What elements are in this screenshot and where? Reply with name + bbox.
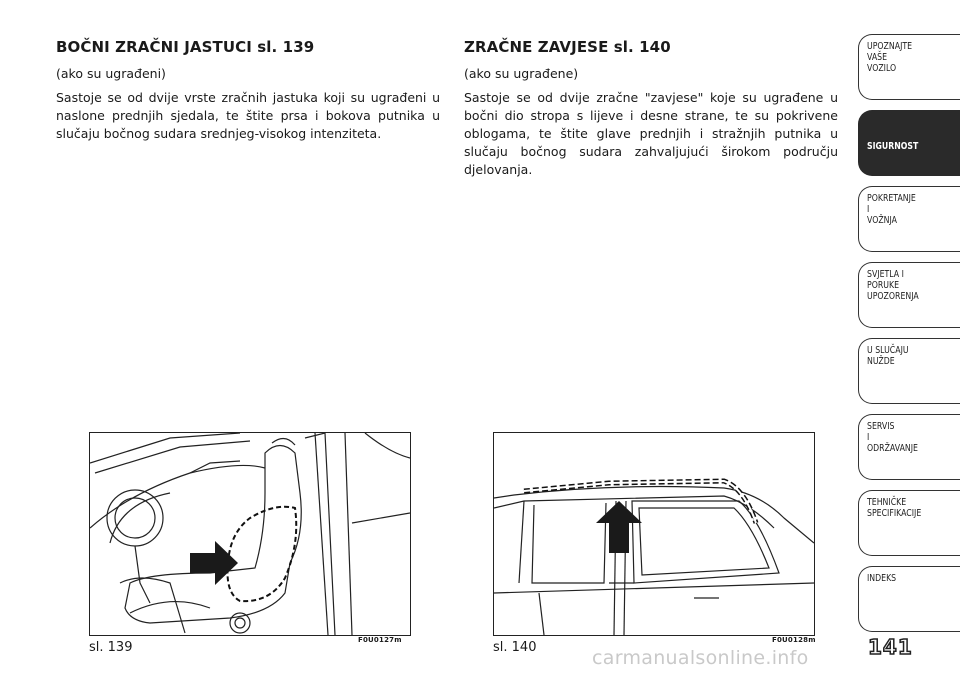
- tab-sigurnost[interactable]: [858, 110, 960, 176]
- tab-label: TEHNIČKE SPECIFIKACIJE: [867, 497, 922, 519]
- section-side-airbags: [56, 38, 440, 143]
- tab-label: SIGURNOST: [867, 141, 919, 152]
- figure-code: F0U0128m: [772, 636, 816, 644]
- tab-label: INDEKS: [867, 573, 897, 584]
- figure-curtain-airbag: [493, 432, 815, 636]
- figure-caption: sl. 139: [89, 640, 133, 655]
- watermark: carmanualsonline.info: [592, 647, 809, 669]
- section-body: Sastoje se od dvije vrste zračnih jastuka koji su ugrađeni u naslone prednjih sjedala, te štite prsa i bokova putnika u slučaju bočnog sudara srednjeg-visokog intenziteta.: [56, 90, 440, 141]
- tab-svjetla[interactable]: [858, 262, 960, 328]
- section-body: Sastoje se od dvije zračne "zavjese" koje su ugrađene u bočni dio stropa s lijeve i desne strane, te su pokrivene oblogama, te štite glave prednjih i stražnjih putnika u slučaju bočnog sudara zahvaljujući širokom području djelovanja.: [464, 90, 838, 177]
- section-note: (ako su ugrađene): [464, 66, 579, 81]
- car-side-illustration: [494, 433, 814, 635]
- seat-illustration: [90, 433, 410, 635]
- tab-nuzde[interactable]: [858, 338, 960, 404]
- figure-caption: sl. 140: [493, 640, 537, 655]
- section-heading: ZRAČNE ZAVJESE sl. 140: [464, 38, 671, 56]
- tab-label: POKRETANJE I VOŽNJA: [867, 193, 916, 226]
- tab-label: SVJETLA I PORUKE UPOZORENJA: [867, 269, 919, 302]
- tab-servis[interactable]: [858, 414, 960, 480]
- page-number: 141: [868, 635, 913, 659]
- figure-side-airbag: [89, 432, 411, 636]
- section-note: (ako su ugrađeni): [56, 66, 166, 81]
- tab-indeks[interactable]: [858, 566, 960, 632]
- figure-code: F0U0127m: [358, 636, 402, 644]
- section-heading: BOČNI ZRAČNI JASTUCI sl. 139: [56, 38, 315, 56]
- tab-label: UPOZNAJTE VAŠE VOZILO: [867, 41, 913, 74]
- tab-label: U SLUČAJU NUŽDE: [867, 345, 909, 367]
- section-window-bags: [464, 38, 838, 179]
- chapter-tabs: [858, 34, 960, 642]
- tab-pokretanje[interactable]: [858, 186, 960, 252]
- tab-label: SERVIS I ODRŽAVANJE: [867, 421, 918, 454]
- tab-upoznajte[interactable]: [858, 34, 960, 100]
- tab-tehnicke[interactable]: [858, 490, 960, 556]
